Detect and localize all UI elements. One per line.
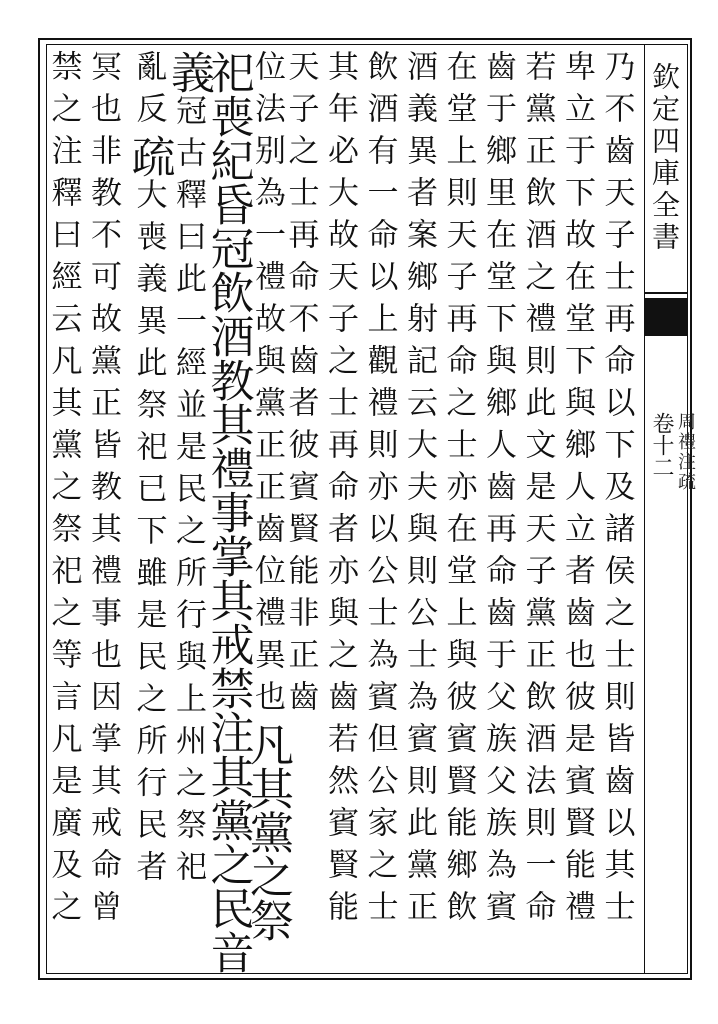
commentary-text: 亂反 [130,50,167,134]
text-column [202,50,254,974]
text-column [123,50,175,970]
margin-volume: 卷十二 [649,412,674,478]
main-text: 義 [163,50,214,94]
text-column [85,50,121,970]
commentary-text: 卑立于下故在堂下與鄉人立者齒也彼是賓賢能禮 [559,50,595,932]
commentary-text: 其年必大故天子之士再命者亦與之齒若然賓賢能 [322,50,358,932]
commentary-text: 在堂上則天子再命之士亦在堂上與彼賓賢能鄉飲 [440,50,477,932]
text-column [401,50,437,970]
commentary-text: 天子之士再命不齒者彼賓賢能非正齒 [282,50,319,722]
commentary-text: 冥也非教不可故黨正皆教其禮事也因掌其戒命曾 [85,50,121,932]
text-column [322,50,358,970]
commentary-text: 酒義異者案鄉射記云大夫與則公士為賓則此黨正 [401,50,437,932]
commentary-text: 飲酒有一命以上觀禮則亦以公士為賓但公家之士 [361,50,398,932]
text-column [163,50,214,970]
text-column [559,50,595,970]
commentary-text: 若黨正飲酒之禮則此文是天子黨正飲酒法則一命 [519,50,556,932]
margin-title: 欽定四庫全書 [648,62,681,254]
commentary-text: 位法别為一禮故與黨正正齒位禮異也 [249,50,285,722]
main-text: 凡其黨之祭 [242,722,293,942]
text-column [598,50,635,970]
commentary-text: 冠古釋曰此一經並是民之所行與上州之祭祀 [170,94,206,892]
commentary-text: 大喪義異此祭祀已下雖是民之所行民者 [130,178,167,892]
text-column [361,50,398,970]
commentary-text: 齒于鄉里在堂下與鄉人齒再命齒于父族父族為賓 [480,50,516,932]
fishtail-mark [644,298,688,336]
main-text: 注其黨之民音 [202,710,254,974]
margin-book-name: 周禮注疏 [675,412,696,492]
text-column [45,50,82,970]
text-column [480,50,516,970]
fishtail-rule [644,292,688,294]
main-text: 疏 [123,134,175,178]
commentary-text: 禁之注釋曰經云凡其黨之祭祀之等言凡是廣及之 [45,50,82,932]
text-column [440,50,477,970]
commentary-text: 乃不齒天子士再命以下及諸侯之士則皆齒以其士 [598,50,635,932]
main-text: 祀喪紀昏冠飲酒教其禮事掌其戒禁 [202,50,254,710]
text-column [519,50,556,970]
